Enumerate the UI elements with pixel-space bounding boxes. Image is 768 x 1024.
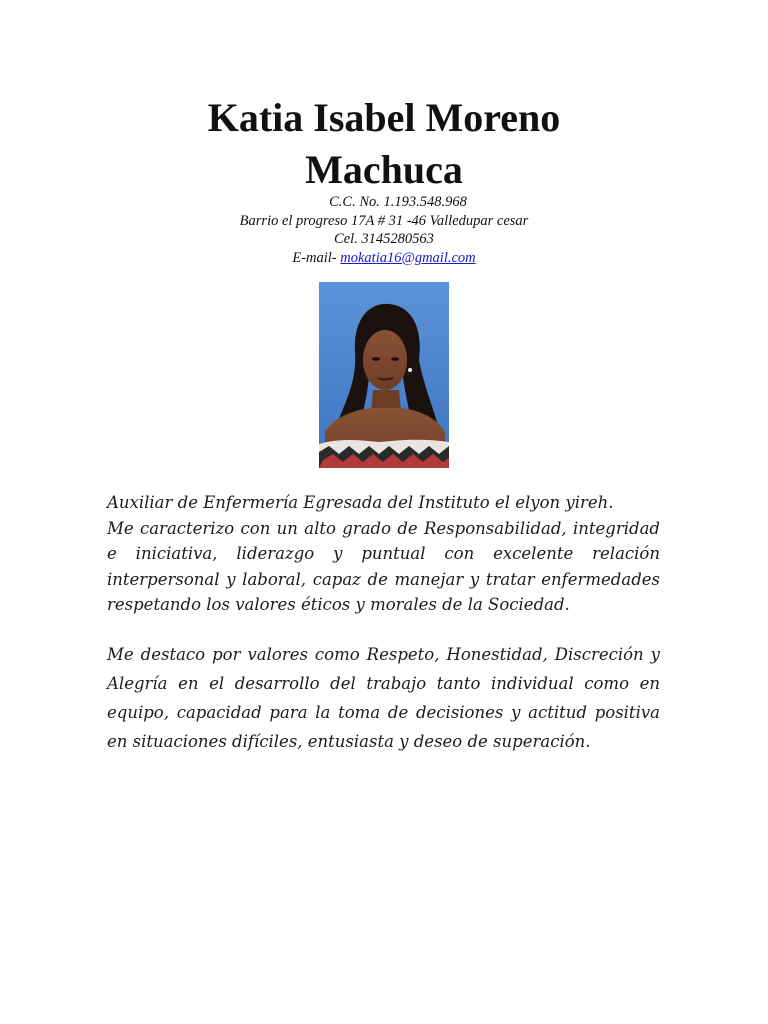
address: Barrio el progreso 17A # 31 -46 Valledupar cesar: [239, 212, 529, 229]
id-number: C.C. No. 1.193.548.968: [329, 194, 467, 210]
portrait-photo: [319, 282, 449, 468]
profile-paragraph-2: Me destaco por valores como Respeto, Honestidad, Discreción y Alegría en el desarrollo del trabajo tanto individual como en equipo, capacidad para la toma de decisiones y actitud positiva en situaciones difíciles, entusiasta y deseo de superación.: [107, 645, 660, 751]
profile-intro: Auxiliar de Enfermería Egresada del Instituto el elyon yireh.: [107, 493, 614, 512]
email-label: E-mail-: [292, 249, 341, 266]
email-line: [0, 249, 768, 268]
phone-number: Cel. 3145280563: [334, 231, 434, 247]
contact-block: [0, 193, 768, 267]
email-link[interactable]: mokatia16@gmail.com: [340, 249, 476, 266]
name-line-1: Katia Isabel Moreno: [207, 95, 561, 140]
profile-summary: Me caracterizo con un alto grado de Responsabilidad, integridad e iniciativa, liderazgo y puntual con excelente relación interpersonal y laboral, capaz de manejar y tratar enfermedades respetando los valores éticos y morales de la Sociedad.: [107, 518, 660, 614]
profile-paragraph-1: [107, 490, 660, 618]
portrait-illustration: [319, 282, 449, 468]
name-line-2: Machuca: [305, 147, 463, 192]
resume-name: [0, 92, 768, 196]
